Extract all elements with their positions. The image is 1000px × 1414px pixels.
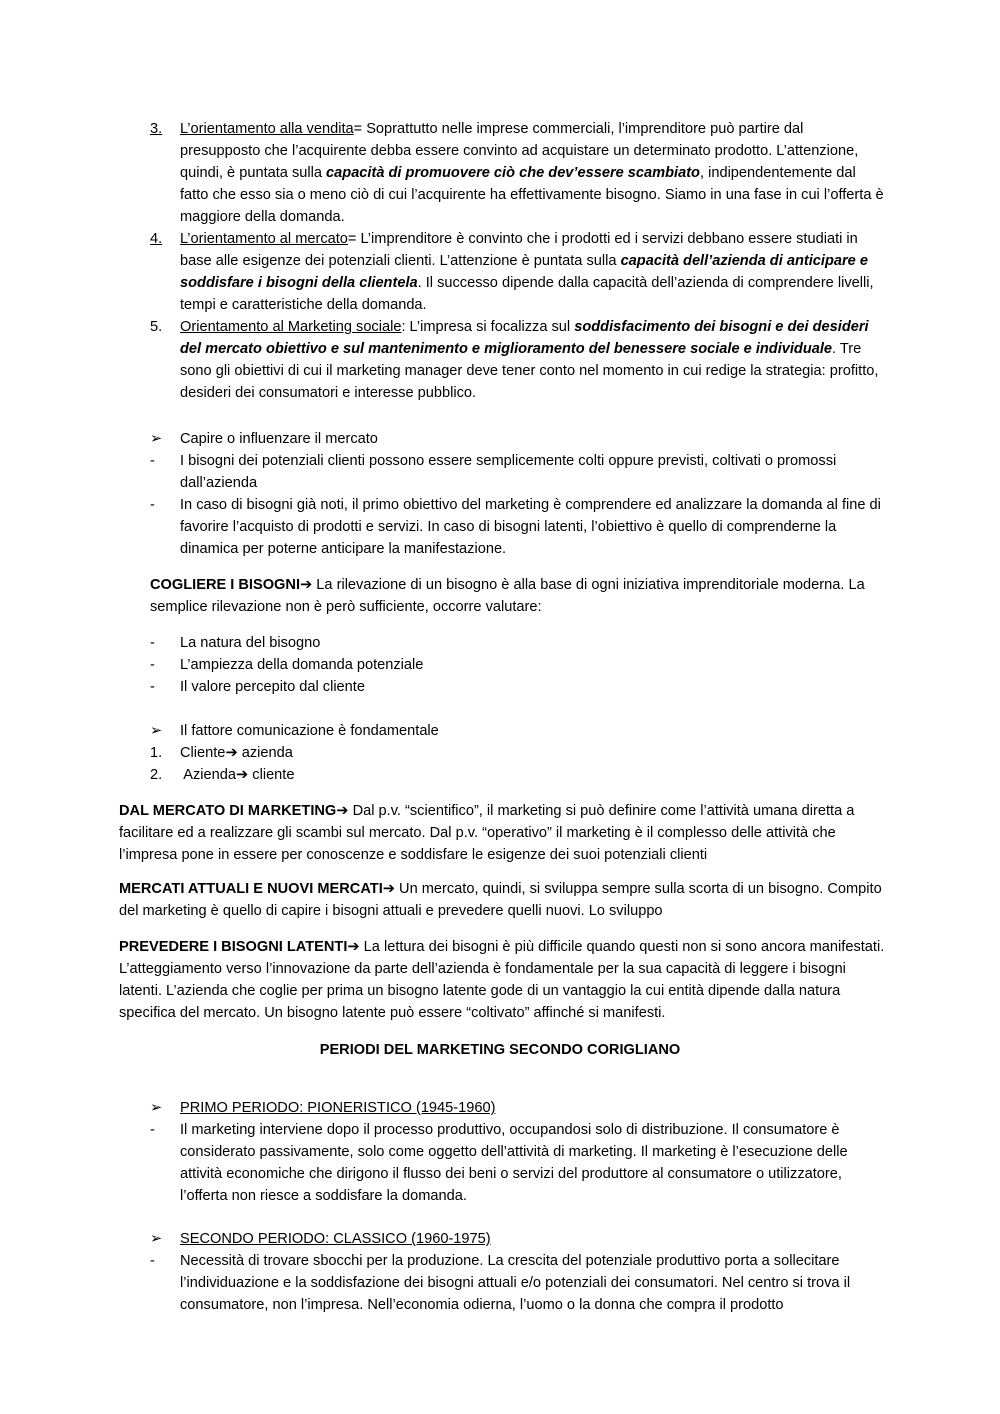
periodi-title-block [0, 1039, 1000, 1061]
arrow-right-icon: ➔ [300, 577, 313, 593]
dash-bullet: - [150, 657, 155, 673]
dash-bullet: - [150, 679, 155, 695]
dash-bullet: - [150, 453, 155, 469]
paragraph-text: Un mercato, quindi, si sviluppa sempre sulla scorta di un bisogno. Compito del marketing è quello di capire i bisogni attuali e prevedere quelli nuovi. Lo sviluppo [119, 881, 882, 919]
dash-item [0, 654, 1000, 676]
list-item [0, 742, 1000, 764]
bullet-item [0, 428, 1000, 450]
bullet-item [0, 1228, 1000, 1250]
orientation-list [0, 118, 1000, 404]
dash-text: La natura del bisogno [180, 635, 321, 651]
dal-mercato-section [0, 800, 1000, 866]
dash-item [0, 450, 1000, 494]
item-text: = Soprattutto nelle imprese commerciali, l’imprenditore può partire dal presupposto che l’acquirente debba essere convinto ad acquistare un determinato prodotto. L’attenzione, quindi, è puntata sulla [180, 121, 859, 181]
mercati-section [0, 878, 1000, 922]
dash-text: Necessità di trovare sbocchi per la produzione. La crescita del potenziale produttivo porta a sollecitare l’individuazione e la soddisfazione dei bisogni attuali e/o potenziali dei consumatori. Nel centro si trova il consumatore, non l’impresa. Nell’economia odierna, l’uomo o la donna che compra il prodotto [180, 1253, 851, 1313]
dash-text: Il valore percepito dal cliente [180, 679, 365, 695]
chevron-bullet-icon: ➢ [150, 1100, 163, 1116]
list-item [0, 118, 1000, 228]
paragraph-text: Dal p.v. “scientifico”, il marketing si può definire come l’attività umana diretta a facilitare ed a realizzare gli scambi sul mercato. Dal p.v. “operativo” il marketing è il complesso delle attività che l’impresa pone in essere per conoscenze e soddisfare le esigenze dei suoi potenziali clienti [119, 803, 855, 863]
dash-item [0, 632, 1000, 654]
primo-periodo-section [0, 1097, 1000, 1207]
bullet-text: Il fattore comunicazione è fondamentale [180, 723, 439, 739]
dash-item [0, 1119, 1000, 1207]
chevron-bullet-icon: ➢ [150, 1231, 163, 1247]
cogliere-section [0, 574, 1000, 618]
item-title: Orientamento al Marketing sociale [180, 319, 402, 335]
fattore-section [0, 720, 1000, 786]
item-text: Cliente [180, 745, 226, 761]
section-heading: DAL MERCATO DI MARKETING [119, 803, 337, 819]
item-text: cliente [248, 767, 295, 783]
chevron-bullet-icon: ➢ [150, 723, 163, 739]
item-emphasis: capacità di promuovere ciò che dev’essere scambiato [326, 165, 700, 181]
item-emphasis: soddisfacimento dei bisogni e dei desideri del mercato obiettivo e sul mantenimento e miglioramento del benessere sociale e individuale [180, 319, 869, 357]
arrow-right-icon: ➔ [347, 939, 360, 955]
list-item [0, 316, 1000, 404]
item-title: L’orientamento al mercato [180, 231, 348, 247]
dash-item [0, 1250, 1000, 1316]
bullet-item [0, 720, 1000, 742]
item-text: : L’impresa si focalizza sul [401, 319, 575, 335]
dash-item [0, 494, 1000, 560]
dash-bullet: - [150, 1253, 155, 1269]
section-heading: MERCATI ATTUALI E NUOVI MERCATI [119, 881, 383, 897]
list-number: 1. [150, 745, 163, 761]
item-text: azienda [237, 745, 293, 761]
dash-item [0, 676, 1000, 698]
item-text: , indipendentemente dal fatto che esso sia o meno ciò di cui l’acquirente ha effettivamente bisogno. Siamo in una fase in cui l’offerta è maggiore della domanda. [180, 165, 884, 225]
cogliere-list [0, 632, 1000, 698]
list-number: 3. [150, 121, 163, 137]
item-text: = L’imprenditore è convinto che i prodotti ed i servizi debbano essere studiati in base alle esigenze dei potenziali clienti. L’attenzione è puntata sulla [180, 231, 858, 269]
item-text: . Tre sono gli obiettivi di cui il marketing manager deve tener conto nel momento in cui redige la strategia: profitto, desideri dei consumatori e interesse pubblico. [180, 341, 879, 401]
list-number: 5. [150, 319, 163, 335]
chevron-bullet-icon: ➢ [150, 431, 163, 447]
list-item [0, 228, 1000, 316]
list-item [0, 764, 1000, 786]
paragraph-text: La rilevazione di un bisogno è alla base di ogni iniziativa imprenditoriale moderna. La semplice rilevazione non è però sufficiente, occorre valutare: [150, 577, 865, 615]
section-heading: PREVEDERE I BISOGNI LATENTI [119, 939, 348, 955]
dash-text: I bisogni dei potenziali clienti possono essere semplicemente colti oppure previsti, coltivati o promossi dall’azienda [180, 453, 837, 491]
list-number: 4. [150, 231, 163, 247]
arrow-right-icon: ➔ [382, 881, 395, 897]
bullet-text: Capire o influenzare il mercato [180, 431, 378, 447]
arrow-right-icon: ➔ [236, 767, 249, 783]
list-number: 2. [150, 767, 163, 783]
dash-bullet: - [150, 1122, 155, 1138]
period-heading: PRIMO PERIODO: PIONERISTICO (1945-1960) [180, 1100, 496, 1116]
period-heading: SECONDO PERIODO: CLASSICO (1960-1975) [180, 1231, 491, 1247]
bullet-item [0, 1097, 1000, 1119]
dash-bullet: - [150, 497, 155, 513]
dash-text: In caso di bisogni già noti, il primo obiettivo del marketing è comprendere ed analizzare la domanda al fine di favorire l’acquisto di prodotti e servizi. In caso di bisogni latenti, l’obiettivo è quello di comprenderne la dinamica per poterne anticipare la manifestazione. [180, 497, 881, 557]
prevedere-section [0, 936, 1000, 1024]
dal-mercato-paragraph [0, 800, 1000, 866]
item-title: L’orientamento alla vendita [180, 121, 354, 137]
arrow-right-icon: ➔ [225, 745, 238, 761]
item-text: Azienda [180, 767, 236, 783]
cogliere-paragraph [0, 574, 1000, 618]
dash-text: Il marketing interviene dopo il processo produttivo, occupandosi solo di distribuzione. Il consumatore è considerato passivamente, solo come oggetto dell’attività di marketing. Il marketing è l’esecuzione delle attività economiche che dirigono il flusso dei beni o servizi del produttore al consumatore o utilizzatore, l’offerta non riesce a soddisfare la domanda. [180, 1122, 848, 1204]
mercati-paragraph [0, 878, 1000, 922]
dash-bullet: - [150, 635, 155, 651]
item-emphasis: capacità dell’azienda di anticipare e soddisfare i bisogni della clientela [180, 253, 868, 291]
dash-text: L’ampiezza della domanda potenziale [180, 657, 424, 673]
item-text: . Il successo dipende dalla capacità dell’azienda di comprendere livelli, tempi e caratteristiche della domanda. [180, 275, 874, 313]
periodi-title: PERIODI DEL MARKETING SECONDO CORIGLIANO [319, 1042, 681, 1058]
prevedere-paragraph [0, 936, 1000, 1024]
paragraph-text: La lettura dei bisogni è più difficile quando questi non si sono ancora manifestati. L’atteggiamento verso l’innovazione da parte dell’azienda è fondamentale per la sua capacità di leggere i bisogni latenti. L’azienda che coglie per prima un bisogno latente gode di un vantaggio la cui entità dipende dalla natura specifica del mercato. Un bisogno latente può essere “coltivato” affinché si manifesti. [119, 939, 885, 1021]
arrow-right-icon: ➔ [336, 803, 349, 819]
secondo-periodo-section [0, 1228, 1000, 1316]
capire-section [0, 428, 1000, 560]
section-heading: COGLIERE I BISOGNI [150, 577, 301, 593]
